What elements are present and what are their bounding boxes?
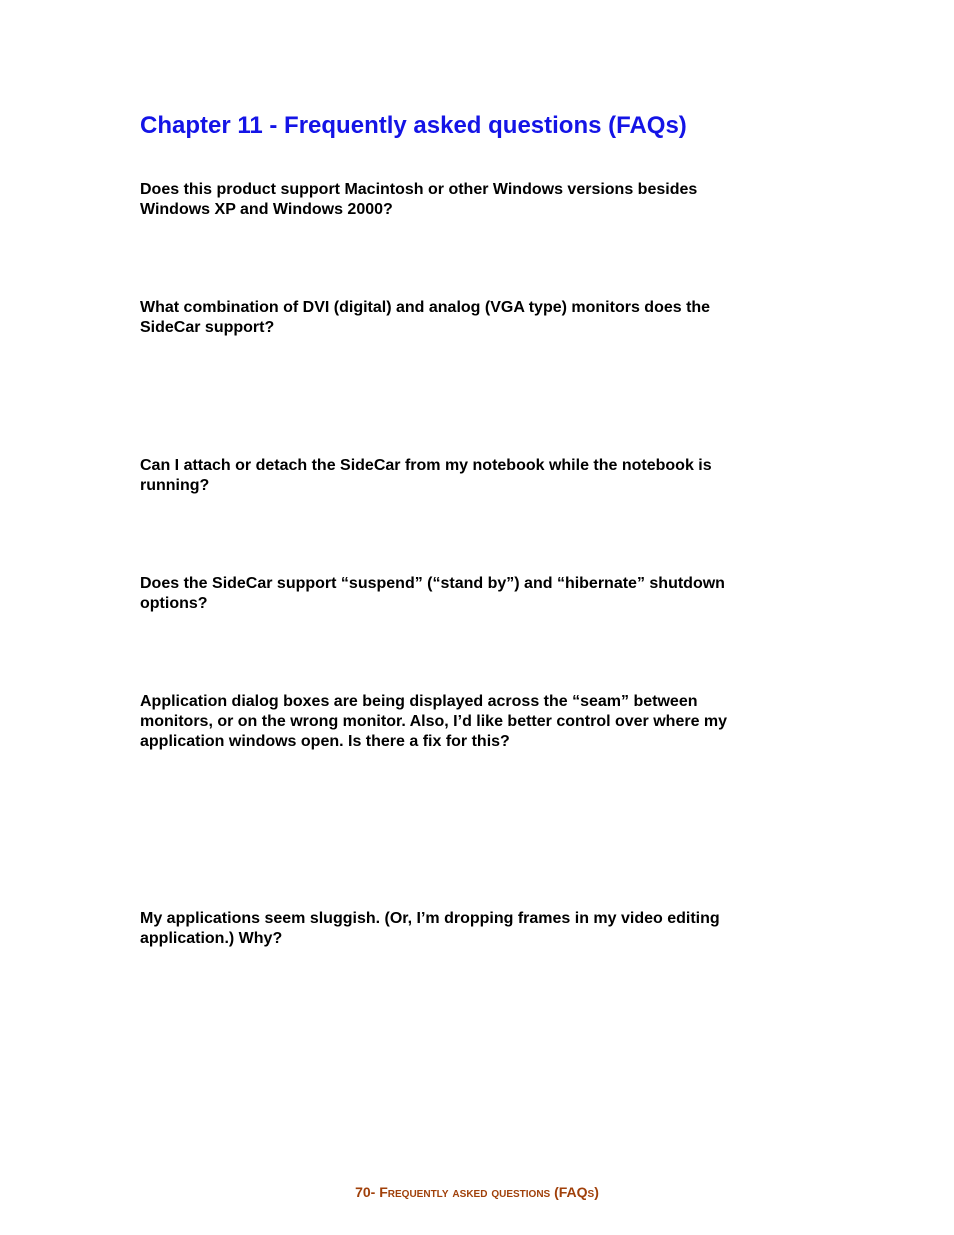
question-line: Windows XP and Windows 2000? <box>140 201 393 218</box>
faq-question-4 <box>140 574 800 614</box>
question-line: SideCar support? <box>140 319 275 336</box>
question-line: Application dialog boxes are being displayed across the “seam” between <box>140 693 698 710</box>
faq-question-1 <box>140 180 800 220</box>
question-line: options? <box>140 595 208 612</box>
question-line: application windows open. Is there a fix for this? <box>140 733 510 750</box>
footer-page-number: 70- <box>355 1184 376 1200</box>
question-line: Does the SideCar support “suspend” (“stand by”) and “hibernate” shutdown <box>140 575 725 592</box>
question-line: application.) Why? <box>140 930 283 947</box>
faq-question-5 <box>140 692 800 752</box>
question-line: What combination of DVI (digital) and analog (VGA type) monitors does the <box>140 299 711 316</box>
question-line: My applications seem sluggish. (Or, I’m dropping frames in my video editing <box>140 910 720 927</box>
question-line: monitors, or on the wrong monitor. Also, I’d like better control over where my <box>140 713 728 730</box>
faq-question-3 <box>140 456 800 496</box>
faq-question-6 <box>140 909 800 949</box>
question-line: Can I attach or detach the SideCar from my notebook while the notebook is <box>140 457 712 474</box>
page-footer <box>0 1182 954 1202</box>
footer-section-title: Frequently asked questions (FAQs) <box>379 1184 599 1200</box>
faq-question-2 <box>140 298 800 338</box>
page-title: Chapter 11 - Frequently asked questions (FAQs) <box>140 112 687 139</box>
question-line: Does this product support Macintosh or other Windows versions besides <box>140 181 698 198</box>
question-line: running? <box>140 477 210 494</box>
